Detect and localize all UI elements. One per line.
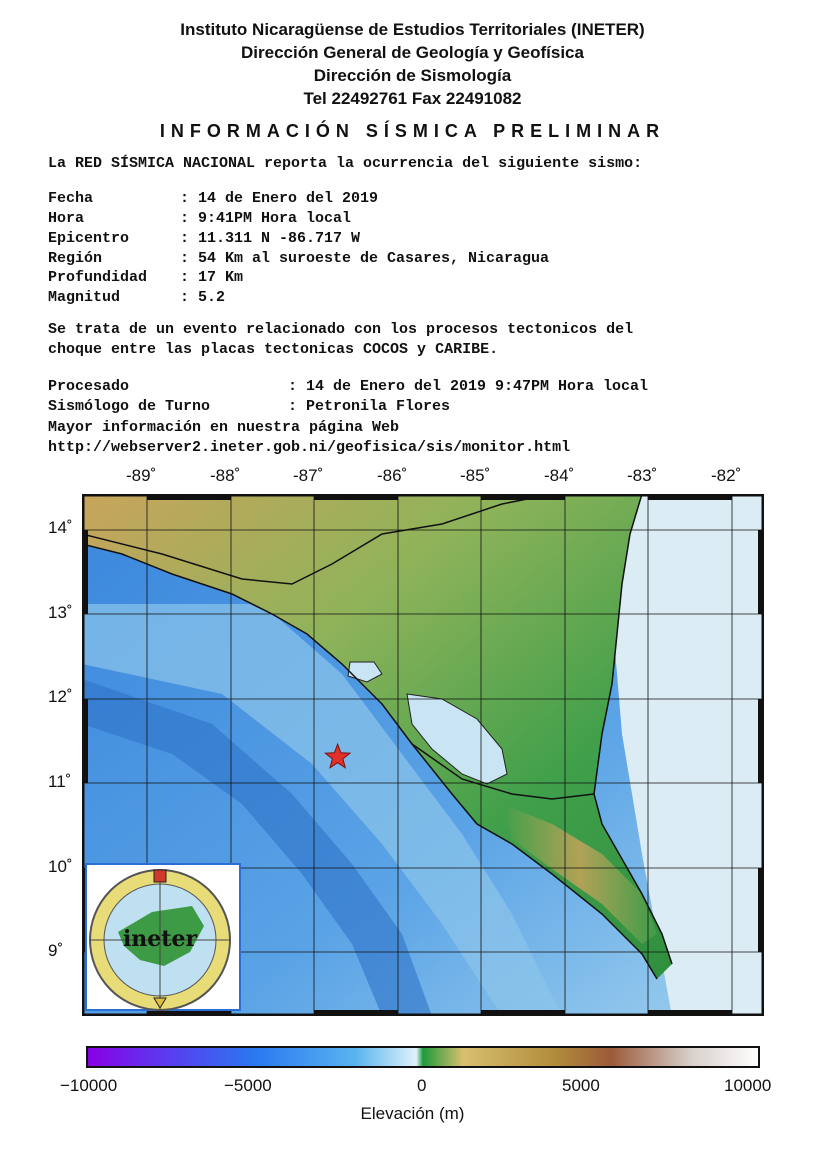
field-value: : 5.2 [180, 289, 226, 306]
lat-tick-label: 9˚ [48, 941, 64, 960]
lat-tick-label: 14˚ [48, 518, 73, 537]
field-magnitud [48, 289, 225, 306]
field-sismologo [48, 398, 450, 415]
field-label: Hora [48, 210, 85, 227]
field-hora [48, 210, 351, 227]
event-description-line2: choque entre las placas tectonicas COCOS y CARIBE. [48, 341, 499, 358]
elevation-colorbar [86, 1046, 760, 1068]
lon-tick-label: -87˚ [293, 466, 324, 485]
field-value: : Petronila Flores [288, 398, 451, 415]
colorbar-tick: 5000 [562, 1076, 600, 1095]
lon-tick-label: -88˚ [210, 466, 241, 485]
lat-tick-label: 12˚ [48, 687, 73, 706]
ineter-logo [86, 864, 240, 1010]
lon-tick-label: -89˚ [126, 466, 157, 485]
field-value: : 9:41PM Hora local [180, 210, 352, 227]
colorbar-label: Elevación (m) [360, 1104, 465, 1123]
field-label: Profundidad [48, 269, 148, 286]
lat-tick-label: 11˚ [48, 772, 72, 791]
field-label: Fecha [48, 190, 94, 207]
institution-name: Instituto Nicaragüense de Estudios Territoriales (INETER) [180, 20, 645, 39]
colorbar-gradient [87, 1047, 759, 1067]
division-name: Dirección de Sismología [313, 66, 512, 85]
colorbar-tick: −10000 [60, 1076, 118, 1095]
monitor-url-link[interactable]: http://webserver2.ineter.gob.ni/geofisica/sis/monitor.html [48, 439, 571, 456]
field-label: Epicentro [48, 230, 130, 247]
field-value: : 17 Km [180, 269, 244, 286]
field-region [48, 250, 549, 267]
department-name: Dirección General de Geología y Geofísica [241, 43, 584, 62]
report-intro: La RED SÍSMICA NACIONAL reporta la ocurrencia del siguiente sismo: [48, 155, 643, 172]
field-value: : 14 de Enero del 2019 [180, 190, 379, 207]
colorbar-tick: −5000 [224, 1076, 272, 1095]
event-description-line1: Se trata de un evento relacionado con los procesos tectonicos del [48, 321, 634, 338]
field-label: Región [48, 250, 103, 267]
field-label: Procesado [48, 378, 130, 395]
contact-phone-fax: Tel 22492761 Fax 22491082 [303, 89, 522, 108]
field-label: Magnitud [48, 289, 121, 306]
field-fecha [48, 190, 378, 207]
lon-tick-label: -85˚ [460, 466, 491, 485]
lon-tick-label: -82˚ [711, 466, 742, 485]
epicenter-map [82, 494, 764, 1016]
field-value: : 54 Km al suroeste de Casares, Nicaragua [180, 250, 550, 267]
lat-tick-label: 13˚ [48, 603, 73, 622]
field-value: : 11.311 N -86.717 W [180, 230, 361, 247]
field-procesado [48, 378, 648, 395]
colorbar-tick: 0 [417, 1076, 427, 1095]
more-info-text: Mayor información en nuestra página Web [48, 419, 400, 436]
field-label: Sismólogo de Turno [48, 398, 211, 415]
page-title: INFORMACIÓN SÍSMICA PRELIMINAR [159, 121, 666, 141]
field-epicentro [48, 230, 360, 247]
lon-tick-label: -83˚ [627, 466, 658, 485]
lon-tick-label: -84˚ [544, 466, 575, 485]
colorbar-tick: 10000 [724, 1076, 772, 1095]
lon-tick-label: -86˚ [377, 466, 408, 485]
lat-tick-label: 10˚ [48, 857, 73, 876]
field-value: : 14 de Enero del 2019 9:47PM Hora local [288, 378, 649, 395]
field-profundidad [48, 269, 243, 286]
logo-text: ineter [122, 926, 198, 952]
